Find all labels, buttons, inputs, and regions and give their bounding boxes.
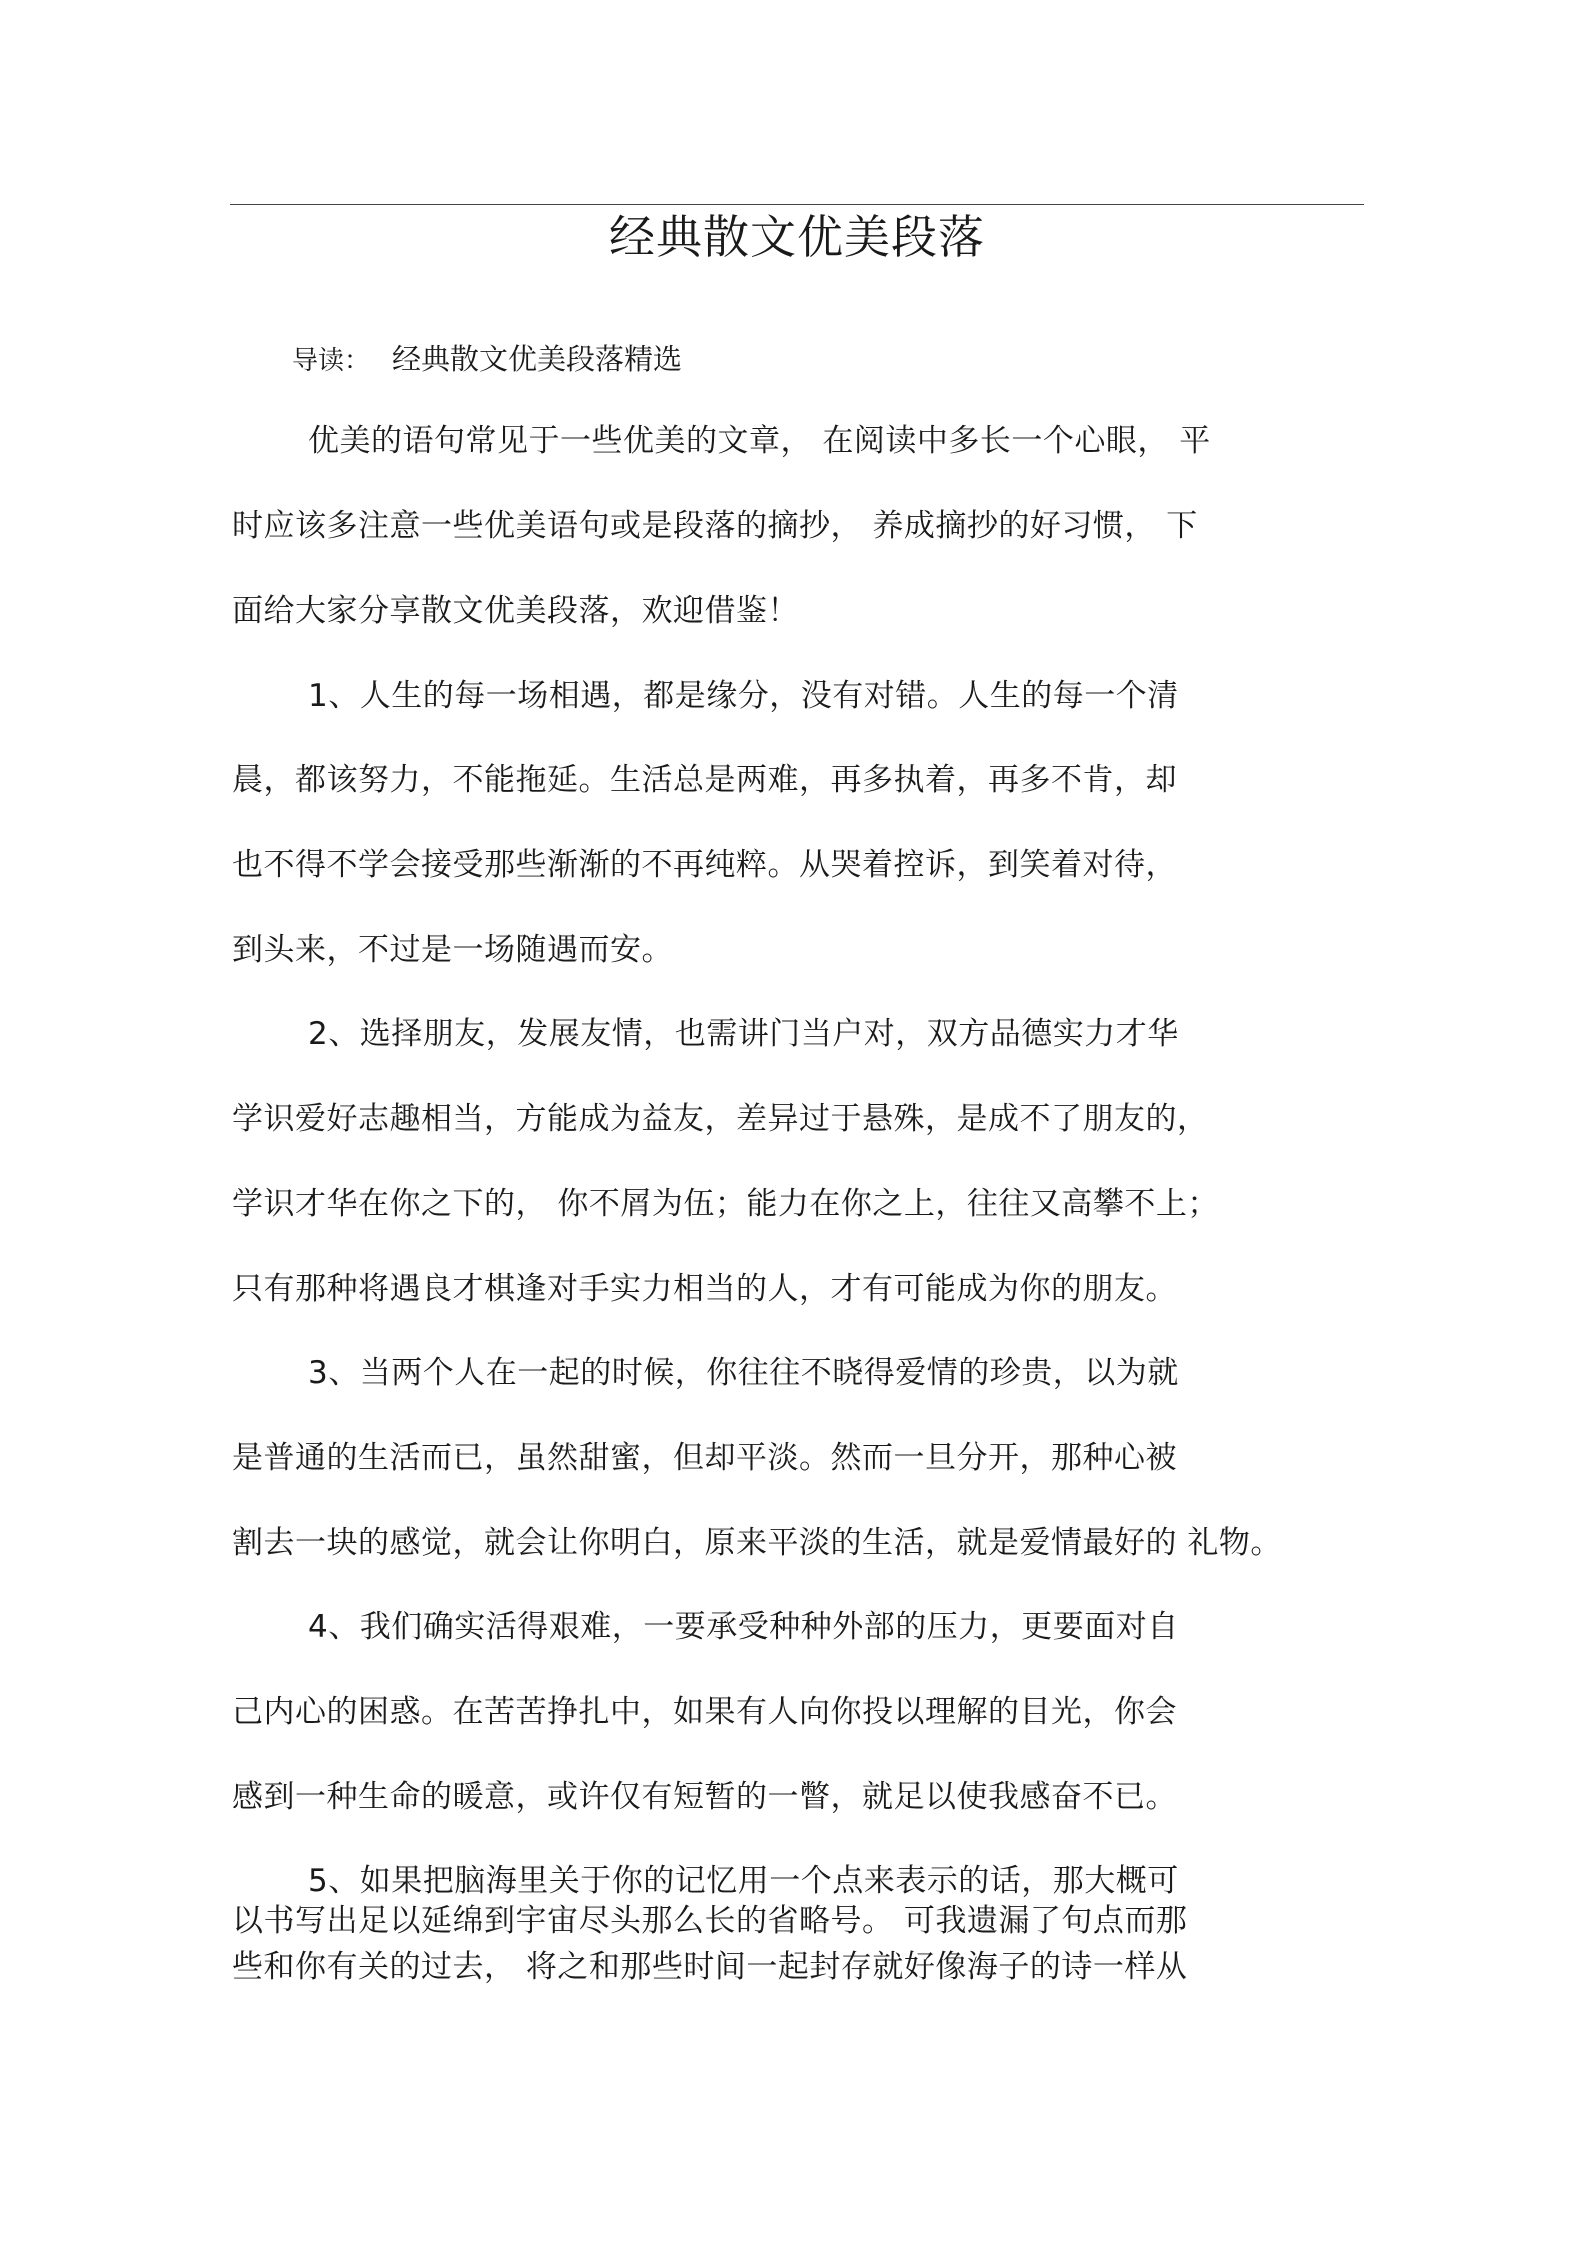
paragraph-line: 学识才华在你之下的， 你不屑为伍；能力在你之上，往往又高攀不上；	[232, 1186, 1219, 1222]
paragraph-line: 割去一块的感觉，就会让你明白，原来平淡的生活，就是爱情最好的 礼物。	[232, 1525, 1282, 1561]
paragraph-line: 也不得不学会接受那些渐渐的不再纯粹。从哭着控诉，到笑着对待，	[232, 847, 1177, 883]
lead-label: 导读：	[292, 346, 371, 376]
paragraph-line: 是普通的生活而已，虽然甜蜜，但却平淡。然而一旦分开，那种心被	[232, 1440, 1177, 1476]
paragraph-line: 感到一种生命的暖意，或许仅有短暂的一瞥，就足以使我感奋不已。	[232, 1779, 1177, 1815]
paragraph-line: 4、我们确实活得艰难，一要承受种种外部的压力，更要面对自	[308, 1609, 1179, 1645]
paragraph-line: 1、人生的每一场相遇，都是缘分，没有对错。人生的每一个清	[308, 678, 1179, 714]
paragraph-line: 时应该多注意一些优美语句或是段落的摘抄， 养成摘抄的好习惯， 下	[232, 508, 1198, 544]
lead-text: 经典散文优美段落精选	[392, 342, 683, 376]
paragraph-line: 2、选择朋友，发展友情，也需讲门当户对，双方品德实力才华	[308, 1016, 1179, 1052]
paragraph-line: 面给大家分享散文优美段落，欢迎借鉴！	[232, 593, 799, 629]
paragraph-line: 己内心的困惑。在苦苦挣扎中，如果有人向你投以理解的目光，你会	[232, 1694, 1177, 1730]
paragraph-line: 到头来，不过是一场随遇而安。	[232, 932, 673, 968]
document-title: 经典散文优美段落	[609, 210, 985, 264]
lead-line	[292, 336, 682, 384]
paragraph-line: 只有那种将遇良才棋逢对手实力相当的人，才有可能成为你的朋友。	[232, 1271, 1177, 1307]
paragraph-line: 优美的语句常见于一些优美的文章， 在阅读中多长一个心眼， 平	[308, 423, 1211, 459]
paragraph-line: 学识爱好志趣相当，方能成为益友，差异过于悬殊，是成不了朋友的，	[232, 1101, 1209, 1137]
paragraph-line: 晨，都该努力，不能拖延。生活总是两难，再多执着，再多不肯，却	[232, 762, 1177, 798]
paragraph-line: 些和你有关的过去， 将之和那些时间一起封存就好像海子的诗一样从	[232, 1949, 1188, 1985]
paragraph-line: 5、如果把脑海里关于你的记忆用一个点来表示的话，那大概可	[308, 1863, 1179, 1899]
paragraph-line: 以书写出足以延绵到宇宙尽头那么长的省略号。 可我遗漏了句点而那	[232, 1903, 1188, 1939]
paragraph-line: 3、当两个人在一起的时候，你往往不晓得爱情的珍贵，以为就	[308, 1355, 1179, 1391]
